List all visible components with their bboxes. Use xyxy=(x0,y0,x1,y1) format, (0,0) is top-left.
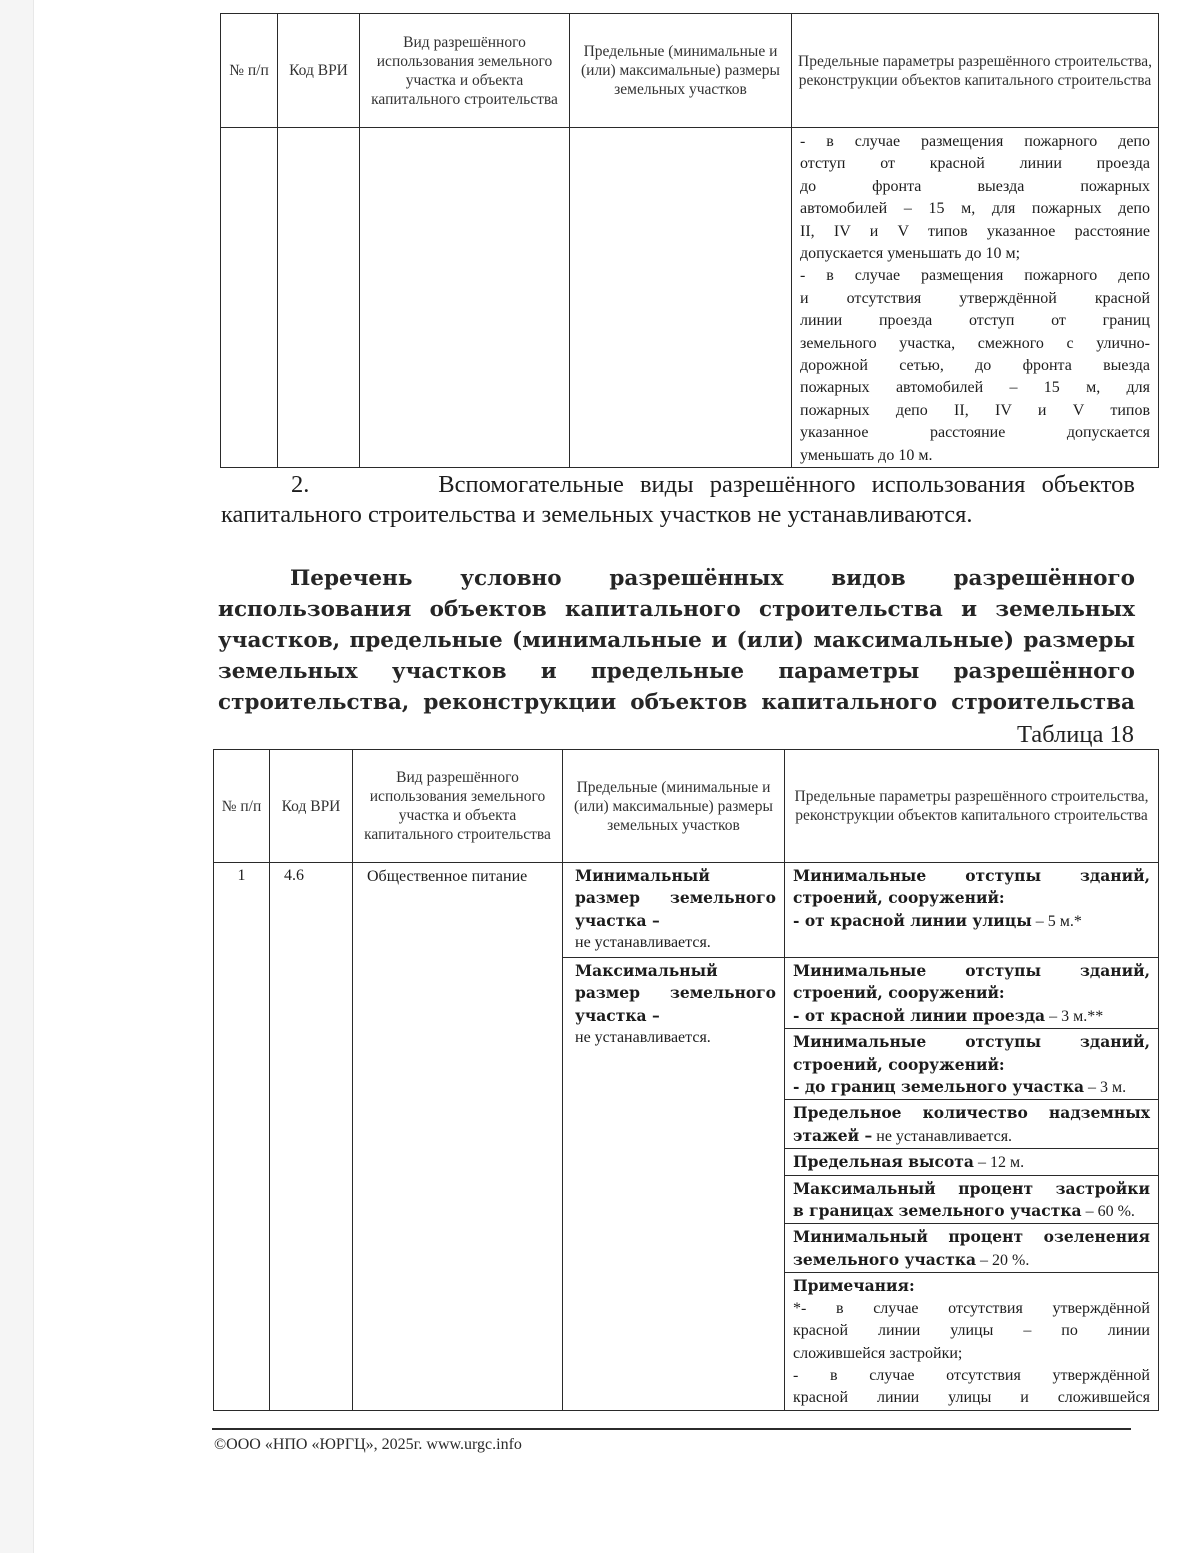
max-size-text xyxy=(563,958,784,1050)
max-size-title-line: размер земельного xyxy=(575,983,776,1003)
min-size-title-line: Минимальный xyxy=(575,866,710,885)
text-line: указанное расстояние допускается xyxy=(800,424,1150,442)
notes-title: Примечания: xyxy=(793,1276,915,1296)
header-params: Предельные параметры разрешённого строительства, реконструкции объектов капитального строительства xyxy=(792,14,1159,128)
text-line: дорожной сетью, до фронта выезда xyxy=(800,357,1150,375)
param-bold-line: в границах земельного участка xyxy=(793,1201,1082,1221)
max-size-cell xyxy=(563,958,785,1411)
row-code: 4.6 xyxy=(284,867,304,884)
row-kind: Общественное питание xyxy=(367,868,528,885)
header-sizes: Предельные (минимальные и (или) максимальные) размеры земельных участков xyxy=(570,14,792,128)
param-bold-line: строений, сооружений: xyxy=(793,888,1005,908)
param-bold-line: Минимальные отступы зданий, xyxy=(793,961,1150,980)
paragraph-line: 2. Вспомогательные виды разрешённого использования объектов xyxy=(291,471,1135,498)
heading-line: использования объектов капитального строительства и земельных xyxy=(218,597,1135,622)
param-value: не устанавливается. xyxy=(872,1127,1013,1145)
scan-edge xyxy=(0,0,34,1553)
param-text xyxy=(785,1029,1158,1099)
header-kind: Вид разрешённого использования земельного участка и объекта капитального строительства xyxy=(360,14,570,128)
param-text xyxy=(785,1224,1158,1272)
text-line: пожарных депо II, IV и V типов xyxy=(800,401,1150,419)
param-bold-line: - от красной линии улицы xyxy=(793,910,1032,930)
param-bold-line: Минимальные отступы зданий, xyxy=(793,866,1150,885)
notes-text xyxy=(785,1273,1158,1409)
text-line: II, IV и V типов указанное расстояние xyxy=(800,222,1150,240)
param-max-building-percent xyxy=(785,1175,1159,1224)
max-size-title-line: Максимальный xyxy=(575,961,718,980)
param-bold-line: земельного участка xyxy=(793,1249,977,1269)
param-value: – 12 м. xyxy=(973,1154,1025,1172)
param-min-green-percent xyxy=(785,1224,1159,1273)
param-bold-line: Минимальный процент озеленения xyxy=(793,1227,1150,1247)
row-code-cell xyxy=(270,863,353,1411)
table-caption: Таблица 18 xyxy=(1016,721,1134,748)
heading-line: участков, предельные (минимальные и (или) максимальные) размеры xyxy=(218,628,1135,653)
notes-line: *- в случае отсутствия утверждённой xyxy=(793,1299,1150,1317)
param-value: – 60 %. xyxy=(1081,1203,1135,1221)
text-line: допускается уменьшать до 10 м; xyxy=(800,245,1021,263)
cell-kind xyxy=(360,128,570,468)
param-min-setback-street xyxy=(785,863,1159,958)
cell-code xyxy=(278,128,360,468)
cell-params xyxy=(792,128,1159,468)
param-bold-line: Предельная высота xyxy=(793,1152,974,1172)
param-text xyxy=(785,1176,1158,1224)
param-bold-line: этажей – xyxy=(793,1125,873,1145)
param-bold-line: - от красной линии проезда xyxy=(793,1005,1046,1025)
text-line: отступ от красной линии проезда xyxy=(800,155,1150,173)
param-value: – 20 %. xyxy=(976,1251,1030,1269)
param-text xyxy=(785,958,1158,1028)
param-value: – 3 м.** xyxy=(1045,1007,1104,1025)
min-size-title-line: размер земельного xyxy=(575,888,776,908)
max-size-value: не устанавливается. xyxy=(575,1029,711,1047)
param-value: – 3 м. xyxy=(1084,1079,1127,1097)
param-text xyxy=(785,863,1158,933)
min-size-title-line: участка – xyxy=(575,910,660,930)
notes-line: сложившейся застройки; xyxy=(793,1344,963,1362)
cell-sizes xyxy=(570,128,792,468)
header-code: Код ВРИ xyxy=(278,14,360,128)
header-kind: Вид разрешённого использования земельного участка и объекта капитального строительства xyxy=(353,750,563,863)
paragraph-2 xyxy=(221,470,1135,530)
notes-line: - в случае отсутствия утверждённой xyxy=(793,1366,1150,1384)
text-line: линии проезда отступ от границ xyxy=(800,312,1150,330)
notes-line: красной линии улицы – по линии xyxy=(793,1322,1150,1340)
text-line: - в случае размещения пожарного депо xyxy=(800,133,1150,150)
max-size-title-line: участка – xyxy=(575,1005,660,1025)
row-kind-cell xyxy=(353,863,563,1411)
param-text xyxy=(785,1149,1158,1174)
cell-num xyxy=(221,128,278,468)
text-line: - в случае размещения пожарного депо xyxy=(800,267,1150,285)
table-18 xyxy=(213,749,1159,1411)
paragraph-line: капитального строительства и земельных участков не устанавливаются. xyxy=(221,501,973,528)
param-min-setback-plot xyxy=(785,1029,1159,1100)
param-min-setback-driveway xyxy=(785,958,1159,1029)
text-line: автомобилей – 15 м, для пожарных депо xyxy=(800,200,1150,218)
param-bold-line: - до границ земельного участка xyxy=(793,1077,1084,1097)
text-line: земельного участка, смежного с улично- xyxy=(800,334,1150,352)
param-bold-line: Максимальный процент застройки xyxy=(793,1178,1150,1198)
param-bold-line: строений, сооружений: xyxy=(793,983,1005,1003)
header-params: Предельные параметры разрешённого строительства, реконструкции объектов капитального строительства xyxy=(785,750,1159,863)
row-num: 1 xyxy=(237,867,246,884)
heading-line: земельных участков и предельные параметры разрешённого xyxy=(218,659,1135,684)
header-num: № п/п xyxy=(214,750,270,863)
header-code: Код ВРИ xyxy=(270,750,353,863)
min-size-text xyxy=(563,863,784,955)
param-notes xyxy=(785,1273,1159,1410)
row-num-cell xyxy=(214,863,270,1411)
notes-line: красной линии улицы и сложившейся xyxy=(793,1389,1150,1407)
footer-copyright: ©ООО «НПО «ЮРГЦ», 2025г. www.urgc.info xyxy=(214,1436,522,1453)
header-num: № п/п xyxy=(221,14,278,128)
param-floors xyxy=(785,1100,1159,1149)
param-bold-line: Предельное количество надземных xyxy=(793,1103,1150,1123)
param-bold-line: Минимальные отступы зданий, xyxy=(793,1032,1150,1052)
text-line: пожарных автомобилей – 15 м, для xyxy=(800,379,1150,397)
param-bold-line: строений, сооружений: xyxy=(793,1054,1005,1074)
header-sizes: Предельные (минимальные и (или) максимальные) размеры земельных участков xyxy=(563,750,785,863)
text-line: уменьшать до 10 м. xyxy=(800,446,933,464)
min-size-cell xyxy=(563,863,785,958)
text-line: и отсутствия утверждённой красной xyxy=(800,289,1150,307)
param-text xyxy=(785,1100,1158,1148)
footer-divider xyxy=(212,1428,1131,1430)
params-text xyxy=(792,128,1158,467)
param-height xyxy=(785,1149,1159,1175)
section-heading xyxy=(218,563,1135,718)
param-value: – 5 м.* xyxy=(1031,912,1082,930)
table-continued xyxy=(220,13,1159,468)
text-line: до фронта выезда пожарных xyxy=(800,177,1150,195)
heading-line: строительства, реконструкции объектов капитального строительства xyxy=(218,690,1135,715)
min-size-value: не устанавливается. xyxy=(575,934,711,952)
heading-line: Перечень условно разрешённых видов разрешённого xyxy=(290,566,1135,591)
